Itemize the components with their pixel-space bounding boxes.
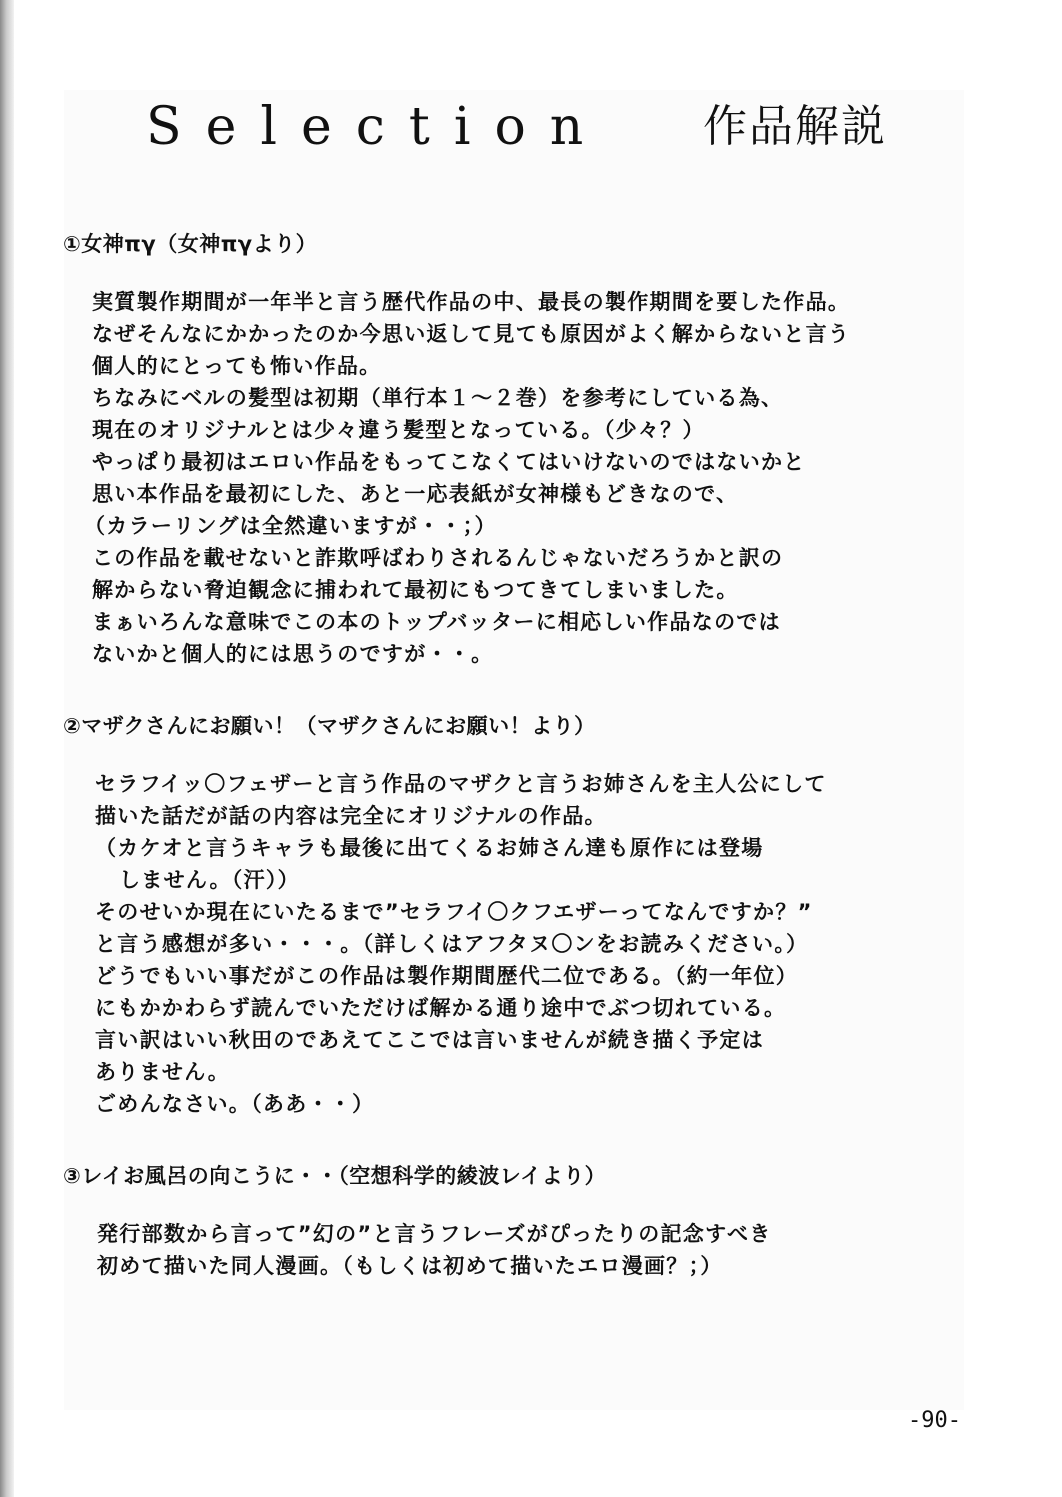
section-2-line: にもかかわらず読んでいただけば解かる通り途中でぶつ切れている。 bbox=[95, 996, 787, 1020]
section-2-line: 描いた話だが話の内容は完全にオリジナルの作品。 bbox=[95, 804, 607, 828]
section-2-line: ごめんなさい。（ああ・・） bbox=[95, 1092, 375, 1116]
section-2-line: どうでもいい事だがこの作品は製作期間歴代二位である。（約一年位） bbox=[95, 964, 799, 988]
section-1-line: なぜそんなにかかったのか今思い返して見ても原因がよく解からないと言う bbox=[92, 322, 851, 346]
section-2-line: （カケオと言うキャラも最後に出てくるお姉さん達も原作には登場 bbox=[95, 836, 764, 860]
section-1-line: 解からない脅迫観念に捕われて最初にもつてきてしまいました。 bbox=[92, 578, 739, 602]
section-3-line: 発行部数から言って”幻の”と言うフレーズがぴったりの記念すべき bbox=[97, 1222, 772, 1246]
section-3-line: 初めて描いた同人漫画。（もしくは初めて描いたエロ漫画？；） bbox=[97, 1254, 723, 1278]
section-2-line: しません。（汗）） bbox=[119, 868, 300, 892]
section-1-line: やっぱり最初はエロい作品をもってこなくてはいけないのではないかと bbox=[92, 450, 806, 474]
section-2-line: セラフイッ〇フェザーと言う作品のマザクと言うお姉さんを主人公にして bbox=[95, 772, 827, 796]
title-latin: Selection bbox=[146, 97, 608, 157]
section-1-line: ちなみにベルの髪型は初期（単行本１～２巻）を参考にしている為、 bbox=[92, 386, 784, 410]
section-2-line: 言い訳はいい秋田のであえてここでは言いませんが続き描く予定は bbox=[95, 1028, 764, 1052]
section-heading-3: ③レイお風呂の向こうに・・（空想科学的綾波レイより） bbox=[63, 1164, 607, 1188]
title-japanese: 作品解説 bbox=[703, 101, 887, 152]
section-1-line: 現在のオリジナルとは少々違う髪型となっている。（少々？） bbox=[92, 418, 705, 442]
page-number: -90- bbox=[908, 1408, 961, 1433]
section-2-line: ありません。 bbox=[95, 1060, 231, 1084]
section-2-line: と言う感想が多い・・・。（詳しくはアフタヌ〇ンをお読みください。） bbox=[95, 932, 809, 956]
section-1-line: この作品を載せないと詐欺呼ばわりされるんじゃないだろうかと訳の bbox=[92, 546, 784, 570]
section-1-line: ないかと個人的には思うのですが・・。 bbox=[92, 642, 494, 666]
section-1-line: 個人的にとっても怖い作品。 bbox=[92, 354, 382, 378]
section-1-line: 思い本作品を最初にした、あと一応表紙が女神様もどきなので、 bbox=[92, 482, 739, 506]
section-1-line: 実質製作期間が一年半と言う歴代作品の中、最長の製作期間を要した作品。 bbox=[92, 290, 851, 314]
section-2-line: そのせいか現在にいたるまで”セラフイ〇クフエザーってなんですか？” bbox=[95, 900, 813, 924]
section-1-line: （カラーリングは全然違いますが・・；） bbox=[84, 514, 497, 538]
section-1-line: まぁいろんな意味でこの本のトップバッターに相応しい作品なのでは bbox=[92, 610, 781, 634]
section-heading-1: ①女神πγ（女神πγより） bbox=[63, 232, 318, 256]
page-binding-edge bbox=[0, 0, 14, 1497]
section-heading-2: ②マザクさんにお願い！（マザクさんにお願い！より） bbox=[63, 714, 596, 738]
